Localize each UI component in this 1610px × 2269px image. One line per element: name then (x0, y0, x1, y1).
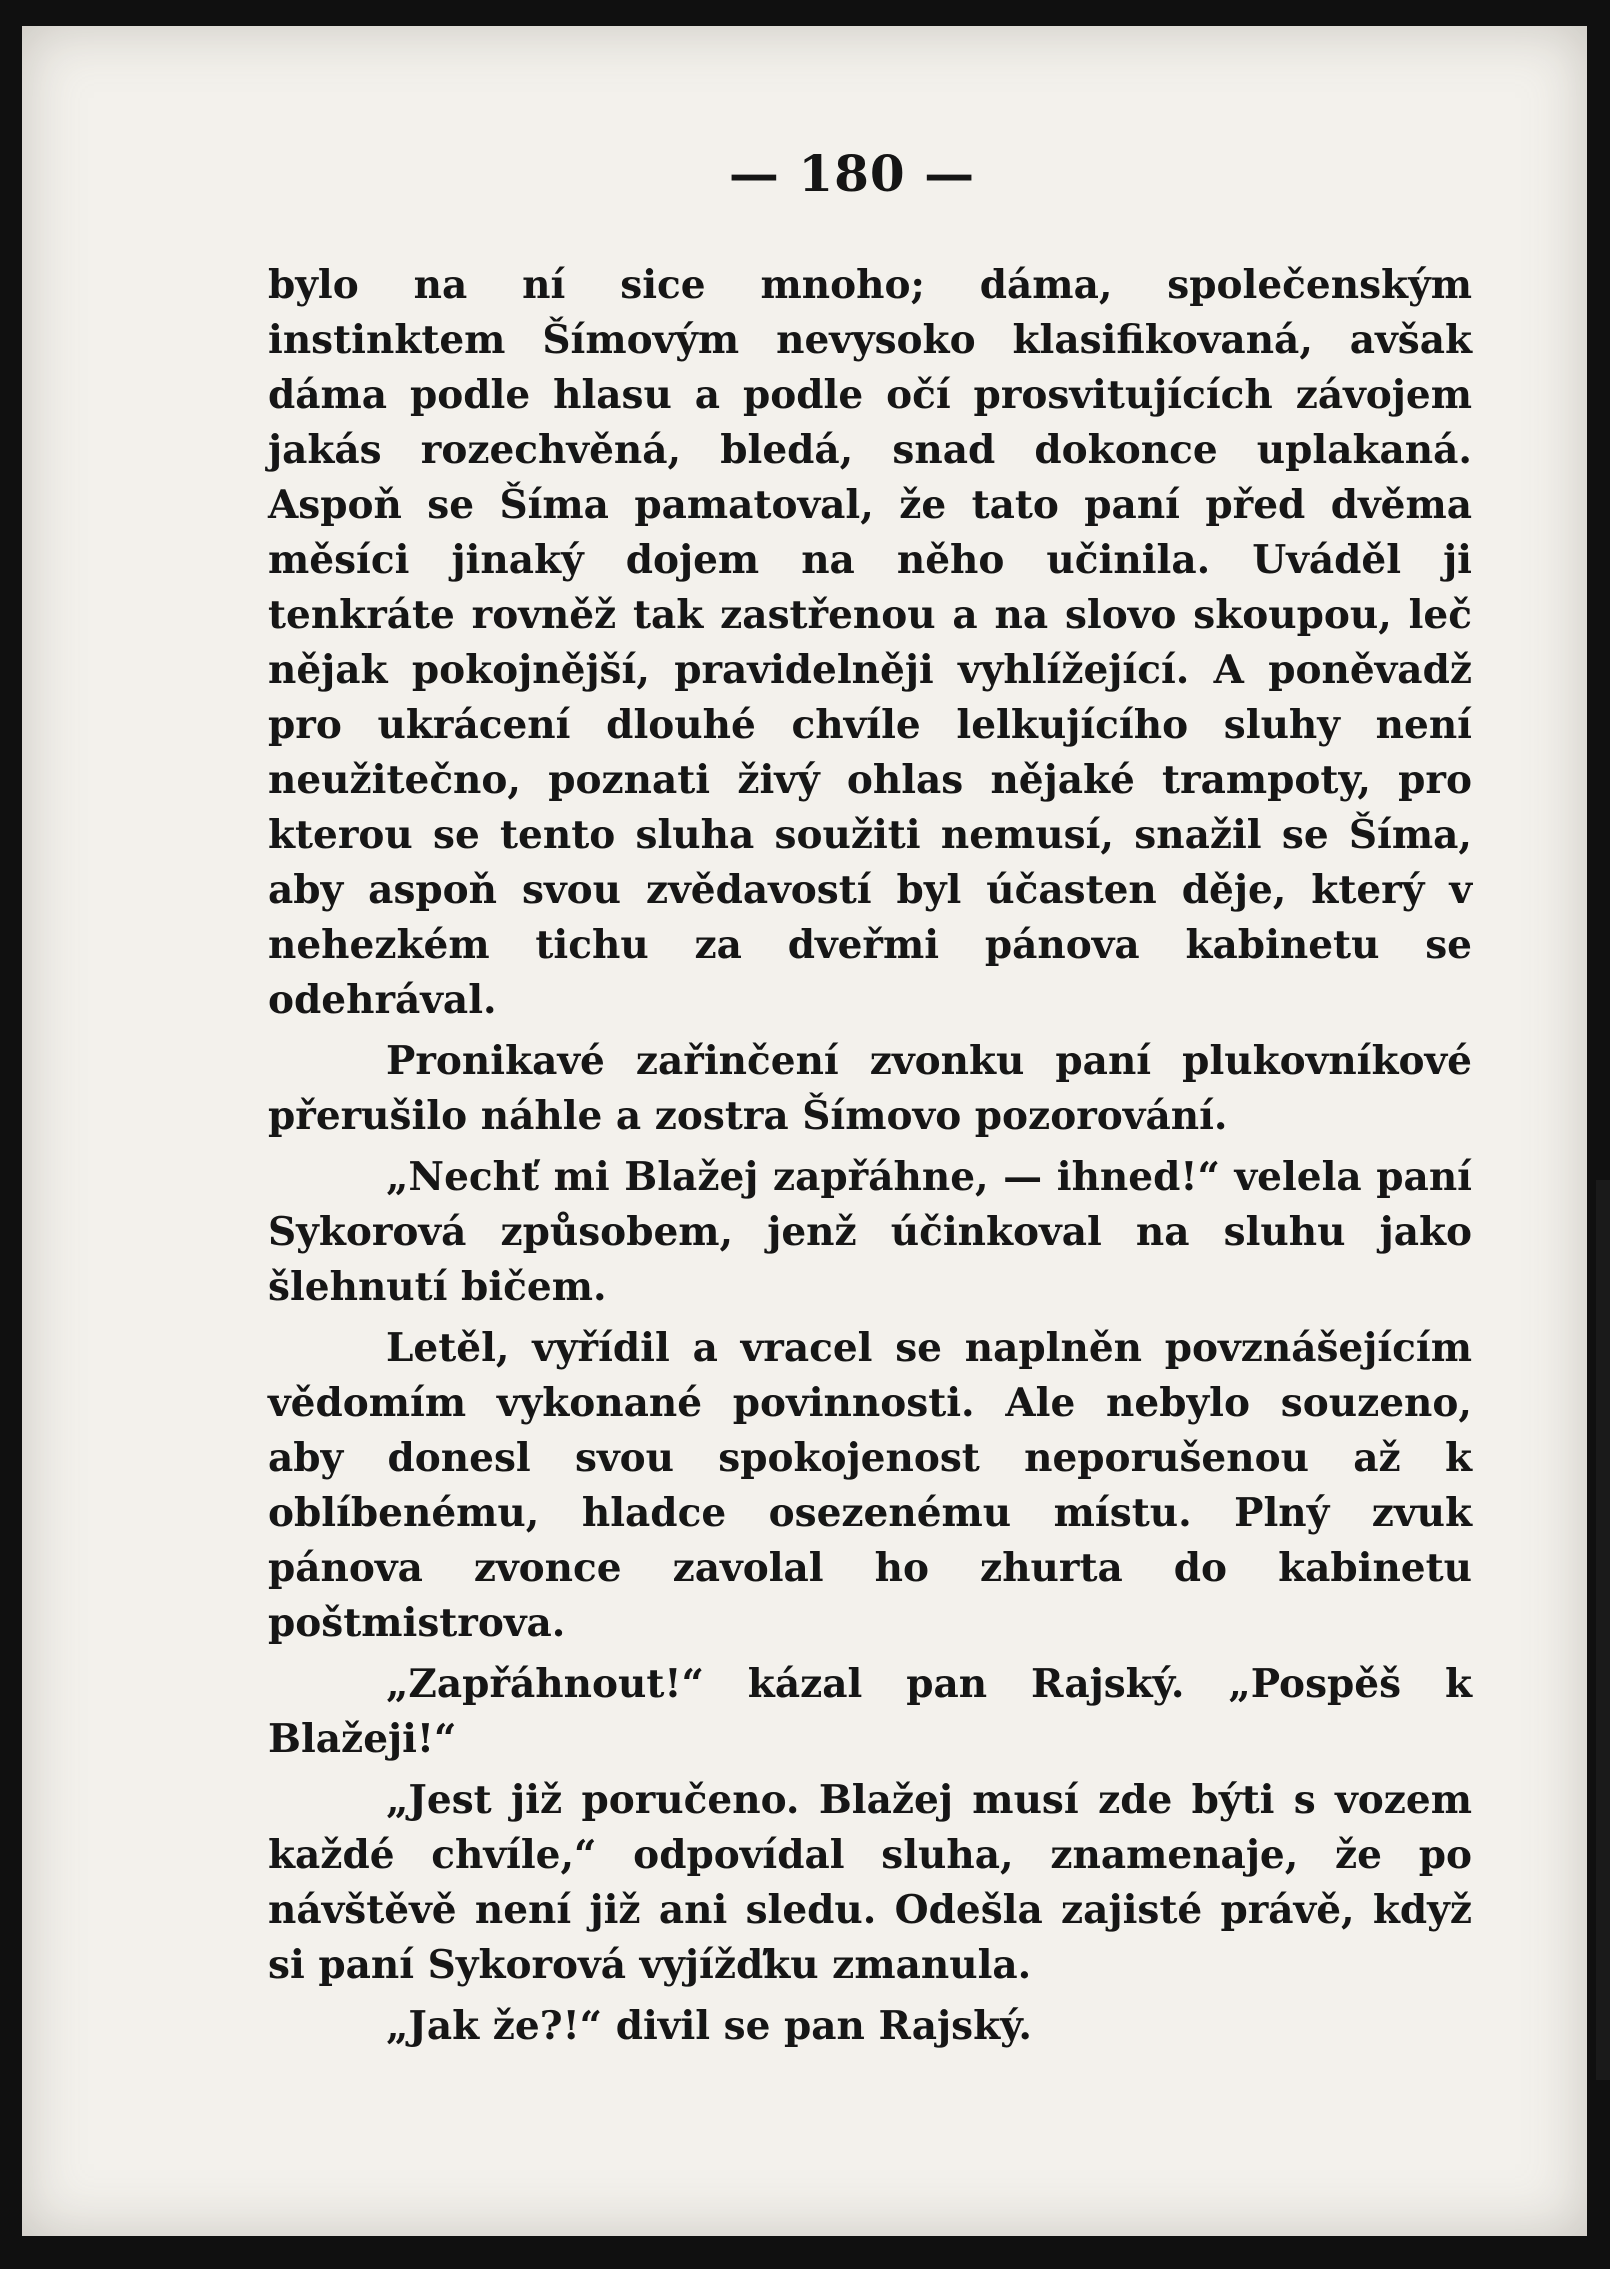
page-text-body (268, 258, 1472, 2060)
paragraph: Letěl, vyřídil a vracel se naplněn povznášejícím vědomím vykonané povinnosti. Ale nebylo souzeno, aby donesl svou spokojenost neporušenou až k oblíbenému, hladce osezenému místu. Plný zvuk pánova zvonce zavolal ho zhurta do kabinetu poštmistrova. (268, 1325, 1472, 1646)
scan-edge-shadow (1596, 1180, 1610, 2080)
paragraph: „Jest již poručeno. Blažej musí zde býti s vozem každé chvíle,“ odpovídal sluha, znamenaje, že po návštěvě není již ani sledu. Odešla zajisté právě, když si paní Sykorová vyjížďku zmanula. (268, 1777, 1472, 1988)
book-page (22, 26, 1587, 2236)
paragraph: „Jak že?!“ divil se pan Rajský. (386, 2003, 1032, 2049)
paragraph: bylo na ní sice mnoho; dáma, společenským instinktem Šímovým nevysoko klasifikovaná, avšak dáma podle hlasu a podle očí prosvitujících závojem jakás rozechvěná, bledá, snad dokonce uplakaná. Aspoň se Šíma pamatoval, že tato paní před dvěma měsíci jinaký dojem na něho učinila. Uváděl ji tenkráte rovněž tak zastřenou a na slovo skoupou, leč nějak pokojnější, pravidelněji vyhlížející. A poněvadž pro ukrácení dlouhé chvíle lelkujícího sluhy není neužitečno, poznati živý ohlas nějaké trampoty, pro kterou se tento sluha soužiti nemusí, snažil se Šíma, aby aspoň svou zvědavostí byl účasten děje, který v nehezkém tichu za dveřmi pánova kabinetu se odehrával. (268, 262, 1472, 1023)
paragraph: „Nechť mi Blažej zapřáhne, — ihned!“ velela paní Sykorová způsobem, jenž účinkoval na sluhu jako šlehnutí bičem. (268, 1154, 1472, 1310)
paragraph: „Zapřáhnout!“ kázal pan Rajský. „Pospěš k Blažeji!“ (268, 1661, 1472, 1762)
paragraph: Pronikavé zařinčení zvonku paní plukovníkové přerušilo náhle a zostra Šímovo pozorování. (268, 1038, 1472, 1139)
page-number: — 180 — (728, 144, 976, 203)
